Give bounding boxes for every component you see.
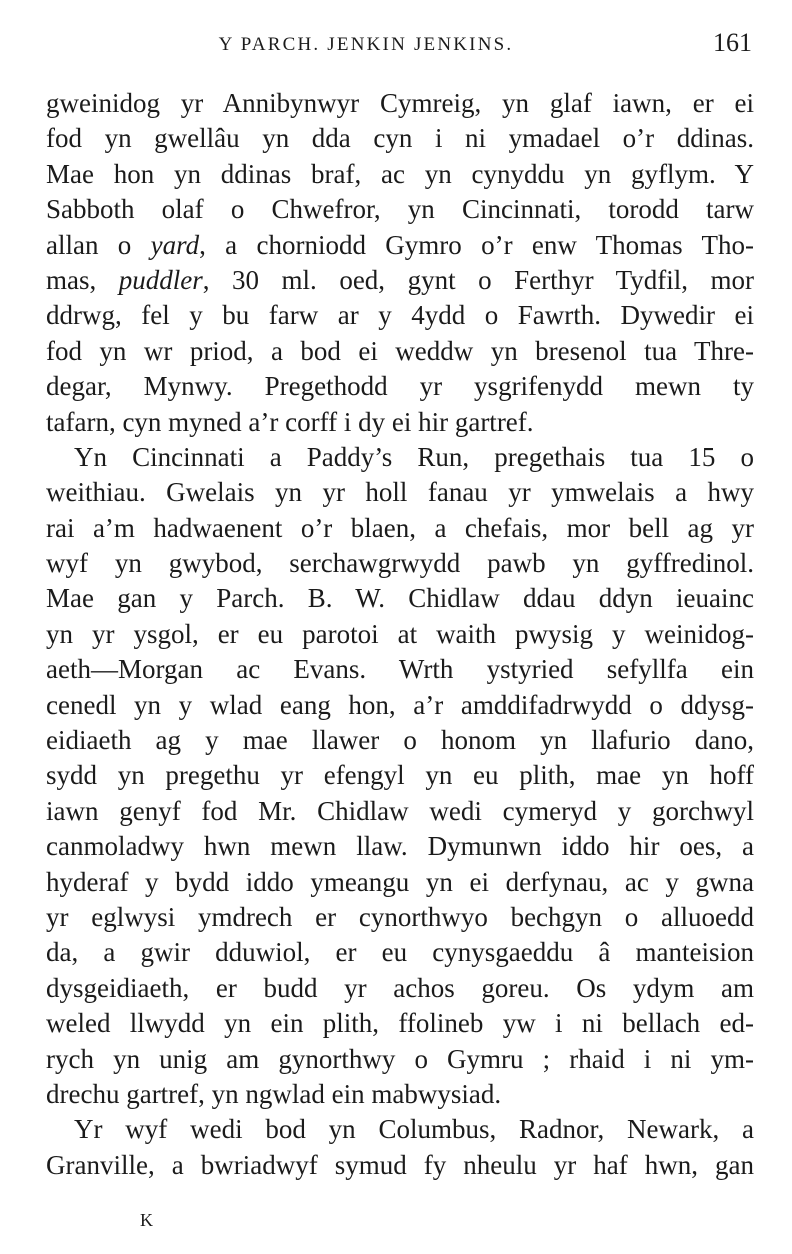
text-line: yr eglwysi ymdrech er cynorthwyo bechgyn o alluoedd (46, 901, 754, 932)
text-line: dysgeidiaeth, er budd yr achos goreu. Os ydym am (46, 972, 754, 1003)
text-line: rych yn unig am gynorthwy o Gymru ; rhaid i ni ym- (46, 1043, 754, 1074)
text-line: weled llwydd yn ein plith, ffolineb yw i ni bellach ed- (46, 1008, 754, 1039)
text-line: iawn genyf fod Mr. Chidlaw wedi cymeryd y gorchwyl (46, 795, 754, 826)
text-line: rai a’m hadwaenent o’r blaen, a chefais, mor bell ag yr (46, 512, 754, 543)
text-line: mas, puddler, 30 ml. oed, gynt o Ferthyr Tydfil, mor (46, 264, 754, 295)
text-line: ddrwg, fel y bu farw ar y 4ydd o Fawrth. Dywedir ei (46, 300, 754, 331)
paragraph (46, 440, 754, 1112)
text-line: Mae hon yn ddinas braf, ac yn cynyddu yn gyflym. Y (46, 158, 754, 189)
text-line: Granville, a bwriadwyf symud fy nheulu yr haf hwn, gan (46, 1149, 754, 1180)
text-line: weithiau. Gwelais yn yr holl fanau yr ymwelais a hwy (46, 477, 754, 508)
text-line: canmoladwy hwn mewn llaw. Dymunwn iddo hir oes, a (46, 831, 754, 862)
text-line: yn yr ysgol, er eu parotoi at waith pwysig y weinidog- (46, 618, 754, 649)
body-text (46, 86, 754, 1183)
text-line: da, a gwir dduwiol, er eu cynysgaeddu â manteision (46, 937, 754, 968)
text-line: aeth—Morgan ac Evans. Wrth ystyried sefyllfa ein (46, 654, 754, 685)
text-line: gweinidog yr Annibynwyr Cymreig, yn glaf iawn, er ei (46, 88, 754, 118)
text-line: Yr wyf wedi bod yn Columbus, Radnor, Newark, a (74, 1114, 754, 1145)
text-line: Mae gan y Parch. B. W. Chidlaw ddau ddyn ieuainc (46, 583, 754, 614)
text-line: allan o yard, a chorniodd Gymro o’r enw Thomas Tho- (46, 229, 754, 260)
text-line: wyf yn gwybod, serchawgrwydd pawb yn gyffredinol. (46, 548, 754, 579)
text-line: sydd yn pregethu yr efengyl yn eu plith, mae yn hoff (46, 760, 754, 791)
text-line: tafarn, cyn myned a’r corff i dy ei hir gartref. (46, 406, 534, 437)
text-line: eidiaeth ag y mae llawer o honom yn llafurio dano, (46, 725, 754, 756)
text-line: fod yn gwellâu yn dda cyn i ni ymadael o’r ddinas. (46, 123, 754, 154)
running-title: Y PARCH. JENKIN JENKINS. (218, 34, 514, 55)
text-line: Yn Cincinnati a Paddy’s Run, pregethais tua 15 o (74, 441, 754, 472)
text-line: Sabboth olaf o Chwefror, yn Cincinnati, torodd tarw (46, 194, 754, 225)
text-line: cenedl yn y wlad eang hon, a’r amddifadrwydd o ddysg- (46, 689, 754, 720)
page-number: 161 (713, 28, 752, 57)
paragraph (46, 1112, 754, 1183)
text-line: fod yn wr priod, a bod ei weddw yn bresenol tua Thre- (46, 335, 754, 366)
paragraph (46, 86, 754, 440)
text-line: drechu gartref, yn ngwlad ein mabwysiad. (46, 1078, 502, 1109)
text-line: hyderaf y bydd iddo ymeangu yn ei derfynau, ac y gwna (46, 866, 754, 897)
text-line: degar, Mynwy. Pregethodd yr ysgrifenydd mewn ty (46, 371, 754, 402)
running-header (46, 28, 752, 60)
signature-mark: K (140, 1210, 154, 1230)
